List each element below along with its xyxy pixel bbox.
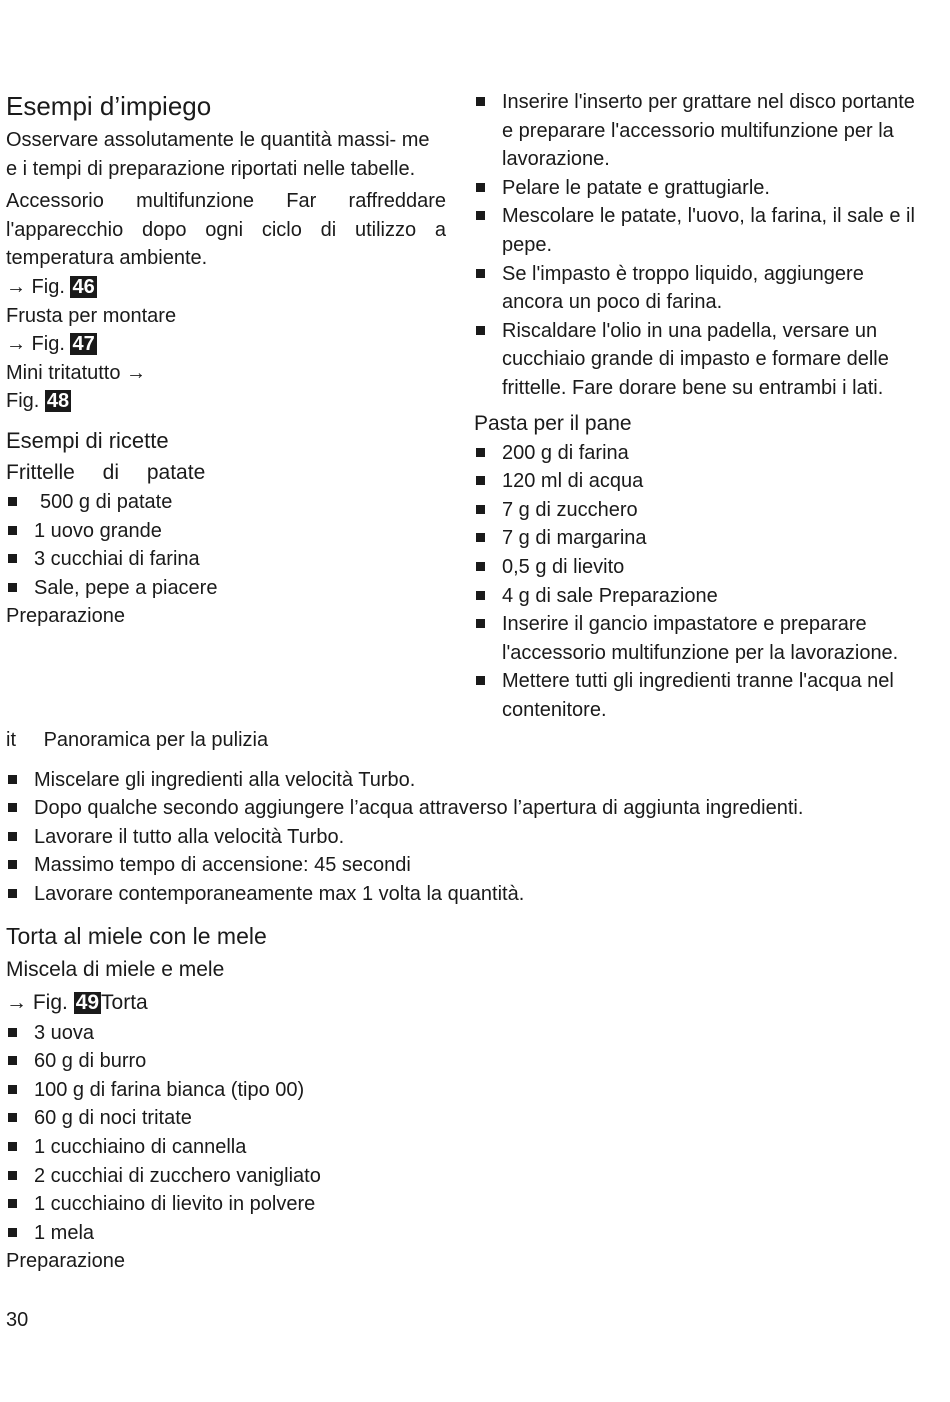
recipe2-steps: [474, 610, 920, 724]
recipe3-ingredient-list: [6, 1019, 906, 1248]
list-item: 2 cucchiai di zucchero vanigliato: [6, 1162, 906, 1191]
fig-ref-48: [6, 387, 446, 416]
recipe-title-potato-pancakes: Frittelle di patate: [6, 460, 206, 484]
list-item: 1 cucchiaino di lievito in polvere: [6, 1190, 906, 1219]
list-item: 1 uovo grande: [6, 517, 446, 546]
list-item: Dopo qualche secondo aggiungere l’acqua attraverso l’apertura di aggiunta ingredienti.: [6, 794, 906, 823]
recipe2-ingredient-list: [474, 439, 920, 611]
right-column: [474, 88, 920, 724]
accessory-note: Accessorio multifunzione Far raffreddare l'apparecchio dopo ogni ciclo di utilizzo a temperatura ambiente.: [6, 190, 446, 270]
fig-number-badge: 47: [72, 333, 95, 356]
list-item: Lavorare il tutto alla velocità Turbo.: [6, 823, 906, 852]
list-item: 100 g di farina bianca (tipo 00): [6, 1076, 906, 1105]
fig-ref-prefix: → Fig.: [6, 333, 65, 356]
recipe1-steps: [474, 88, 920, 403]
intro-paragraph: Osservare assolutamente le quantità massi- me e i tempi di preparazione riportati nelle tabelle.: [6, 129, 430, 180]
list-item: Massimo tempo di accensione: 45 secondi: [6, 851, 906, 880]
running-header-title: Panoramica per la pulizia: [43, 729, 269, 751]
fig-number-badge: 49: [75, 990, 100, 1014]
recipe-subtitle: Miscela di miele e mele: [6, 957, 225, 981]
mini-chopper-label: Mini tritatutto →: [6, 361, 147, 384]
list-item: 4 g di sale Preparazione: [474, 582, 920, 611]
list-item: 500 g di patate: [6, 488, 446, 517]
list-item: Sale, pepe a piacere: [6, 574, 446, 603]
page-number: 30: [6, 1309, 29, 1331]
bread-steps-continued: [6, 766, 906, 909]
recipe-title-honey-apple-cake: Torta al miele con le mele: [6, 922, 267, 949]
list-item: 3 cucchiai di farina: [6, 545, 446, 574]
preparation-label: Preparazione: [6, 1250, 125, 1273]
list-item: Pelare le patate e grattugiarle.: [474, 174, 920, 203]
running-header: [6, 726, 906, 755]
list-item: Lavorare contemporaneamente max 1 volta la quantità.: [6, 880, 906, 909]
list-item: Se l'impasto è troppo liquido, aggiungere ancora un poco di farina.: [474, 260, 920, 317]
recipe1-ingredient-list: [6, 488, 446, 602]
recipe-title-bread-dough: Pasta per il pane: [474, 411, 632, 435]
preparation-label: Preparazione: [6, 605, 125, 628]
fig-ref-49: [6, 987, 906, 1019]
list-item: 1 cucchiaino di cannella: [6, 1133, 906, 1162]
list-item: 0,5 g di lievito: [474, 553, 920, 582]
whisk-label: Frusta per montare: [6, 304, 177, 327]
fig-ref-prefix: → Fig.: [6, 990, 68, 1014]
fig-number-badge: 48: [46, 390, 70, 413]
fig-ref-prefix: → Fig.: [6, 275, 65, 298]
language-code: it: [6, 729, 16, 751]
list-item: 60 g di burro: [6, 1047, 906, 1076]
list-item: 200 g di farina: [474, 439, 920, 468]
cake-label: Torta: [101, 990, 148, 1014]
fig-ref-prefix: Fig.: [6, 390, 40, 413]
list-item: Mettere tutti gli ingredienti tranne l'acqua nel contenitore.: [474, 667, 920, 724]
fig-ref-46: [6, 273, 446, 302]
recipes-heading: Esempi di ricette: [6, 427, 169, 453]
fig-number-badge: 46: [72, 275, 95, 298]
section-heading-usage-examples: Esempi d’impiego: [6, 91, 212, 121]
list-item: 7 g di margarina: [474, 524, 920, 553]
list-item: Inserire l'inserto per grattare nel disco portante e preparare l'accessorio multifunzione per la lavorazione.: [474, 88, 920, 174]
list-item: Mescolare le patate, l'uovo, la farina, il sale e il pepe.: [474, 202, 920, 259]
list-item: 60 g di noci tritate: [6, 1104, 906, 1133]
list-item: Inserire il gancio impastatore e preparare l'accessorio multifunzione per la lavorazione.: [474, 610, 920, 667]
bottom-section: [6, 726, 906, 1276]
list-item: 1 mela: [6, 1219, 906, 1248]
list-item: 3 uova: [6, 1019, 906, 1048]
list-item: Riscaldare l'olio in una padella, versare un cucchiaio grande di impasto e formare delle frittelle. Fare dorare bene su entrambi i lati.: [474, 317, 920, 403]
fig-ref-47: [6, 330, 446, 359]
list-item: Miscelare gli ingredienti alla velocità Turbo.: [6, 766, 906, 795]
list-item: 7 g di zucchero: [474, 496, 920, 525]
left-column: [6, 88, 446, 631]
list-item: 120 ml di acqua: [474, 467, 920, 496]
